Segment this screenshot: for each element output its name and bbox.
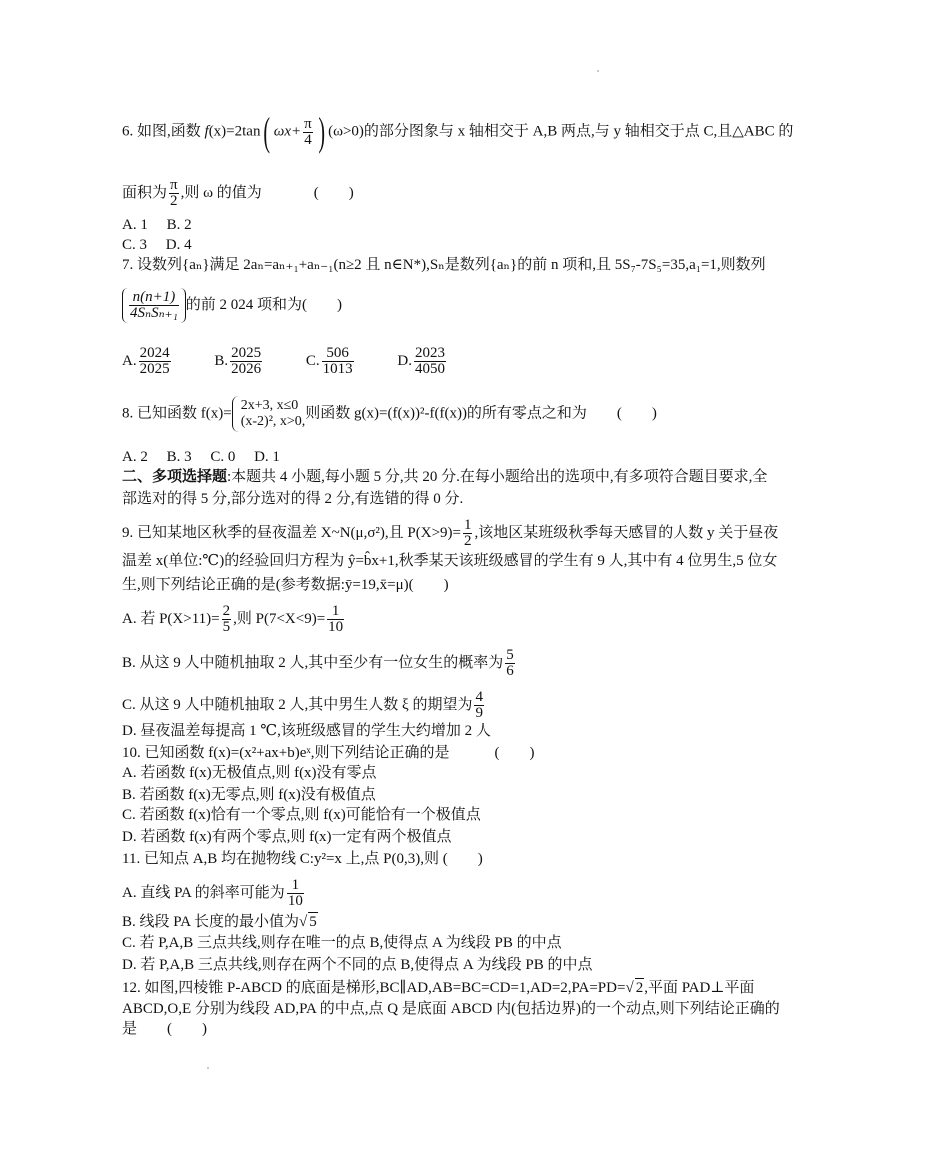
q10-option-b: B. 若函数 f(x)无零点,则 f(x)没有极值点 [122, 787, 376, 803]
q6-line1 [122, 109, 794, 154]
q9-opt-c-text: C. 从这 9 人中随机抽取 2 人,其中男生人数 ξ 的期望为 [122, 696, 473, 713]
q10-option-d: D. 若函数 f(x)有两个零点,则 f(x)一定有两个极值点 [122, 829, 452, 845]
q7-opt-a-label: A. [122, 352, 137, 369]
q9-opt-b-frac: $\frac{5}{6}$ [506, 647, 514, 679]
q11-opt-a-frac: $\frac{1}{10}$ [287, 877, 303, 909]
q7-opt-d: $\frac{2023}{4050}$ [414, 345, 445, 377]
q11-radicand: 5 [309, 914, 317, 930]
q9-line1 [122, 518, 778, 549]
q9-option-b [122, 648, 517, 679]
q11-option-a [122, 878, 306, 909]
q9-opt-a-text2: ,则 P(7<X<9)= [233, 610, 326, 627]
q8-options: A. 2 B. 3 C. 0 D. 1 [122, 449, 280, 465]
q6-arg: ωx+ [273, 123, 302, 140]
brace-icon [232, 396, 239, 432]
q8-case-1: 2x+3, x≤0 [240, 398, 299, 413]
q9-opt-c-frac: $\frac{4}{9}$ [475, 689, 483, 721]
q8-fx-text: 8. 已知函数 f(x)= [122, 405, 232, 422]
q12-line1 [122, 978, 754, 997]
q10-stem: 10. 已知函数 f(x)=(x²+ax+b)eˣ,则下列结论正确的是 ( ) [122, 745, 535, 761]
q6-text-a: 6. 如图,函数 [122, 123, 205, 140]
q9-opt-a-frac2: $\frac{1}{10}$ [328, 603, 344, 635]
q9-option-c [122, 690, 486, 721]
q6-answer-blank: ( ) [313, 184, 354, 201]
q9-half: $\frac{1}{2}$ [463, 517, 472, 549]
q9-option-d: D. 昼夜温差每提高 1 ℃,该班级感冒的学生大约增加 2 人 [122, 723, 491, 739]
q9-text-a: 9. 已知某地区秋季的昼夜温差 X~N(μ,σ²),且 P(X>9)= [122, 524, 461, 541]
q8-piecewise [241, 398, 306, 430]
q6-fx: f [204, 123, 209, 140]
q9-opt-a-frac1: $\frac{2}{5}$ [222, 603, 231, 635]
q6-area-text: 面积为 [122, 184, 168, 201]
sqrt-icon: √ [298, 914, 308, 930]
q12-line3: 是 ( ) [122, 1021, 207, 1037]
q8-g-text: 则函数 g(x)=(f(x))²-f(f(x))的所有零点之和为 ( ) [305, 405, 657, 422]
q6-pi-over-2: $\frac{\pi}{2}$ [170, 177, 178, 209]
scan-dot [597, 70, 599, 72]
section2-instructions: :本题共 4 小题,每小题 5 分,共 20 分.在每小题给出的选项中,有多项符合题目要求,全 [227, 469, 768, 485]
q7-opt-b: $\frac{2025}{2026}$ [231, 345, 262, 377]
sqrt-icon: √ [625, 980, 634, 996]
q10-option-a: A. 若函数 f(x)无极值点,则 f(x)没有零点 [122, 765, 377, 781]
q7-opt-b-label: B. [214, 352, 229, 369]
q11-opt-a-text: A. 直线 PA 的斜率可能为 [122, 884, 285, 901]
scan-dot [207, 1067, 209, 1069]
right-paren: ) [318, 109, 325, 154]
q11-option-d: D. 若 P,A,B 三点共线,则存在两个不同的点 B,使得点 A 为线段 PB 的中点 [122, 957, 593, 973]
q7-opt-c-label: C. [305, 352, 320, 369]
q7-sequence-term [122, 288, 186, 323]
section2-title: 二、多项选择题 [122, 469, 228, 485]
q7-frac: $\frac{n(n+1)}{\text{4SₙSₙ₊₁}}$ [130, 289, 178, 321]
section2-line2: 部选对的得 5 分,部分选对的得 2 分,有选错的得 0 分. [122, 491, 464, 507]
q9-opt-b-text: B. 从这 9 人中随机抽取 2 人,其中至少有一位女生的概率为 [122, 654, 504, 671]
q7-stem: 7. 设数列{aₙ}满足 2aₙ=aₙ₊₁+aₙ₋₁(n≥2 且 n∈N*),Sₙ是数列{aₙ}的前 n 项和,且 5S₇-7S₅=35,a₁=1,则数列 [122, 257, 766, 273]
q12-text-b: ,平面 PAD⊥平面 [644, 980, 755, 996]
q10-option-c: C. 若函数 f(x)恰有一个零点,则 f(x)可能恰有一个极值点 [122, 807, 481, 823]
q9-line3: 生,则下列结论正确的是(参考数据:ȳ=19,x̄=μ)( ) [122, 577, 449, 593]
q9-option-a [122, 604, 346, 635]
q12-text-a: 12. 如图,四棱锥 P-ABCD 的底面是梯形,BC∥AD,AB=BC=CD=1,AD=2,PA=PD= [122, 980, 626, 996]
q12-line2: ABCD,O,E 分别为线段 AD,PA 的中点,点 Q 是底面 ABCD 内(包括边界)的一个动点,则下列结论正确的 [122, 1001, 780, 1017]
section2-line1 [122, 468, 767, 486]
q12-radicand: 2 [635, 980, 644, 996]
q8-case-2: (x-2)², x>0, [240, 414, 306, 429]
q11-stem: 11. 已知点 A,B 均在抛物线 C:y²=x 上,点 P(0,3),则 ( ) [122, 851, 483, 867]
q7-line2 [122, 288, 342, 323]
q6-text-c: (ω>0)的部分图象与 x 轴相交于 A,B 两点,与 y 轴相交于点 C,且△ABC 的 [328, 123, 794, 140]
q7-sum-text: 的前 2 024 项和为( ) [185, 296, 343, 313]
left-paren: ( [263, 109, 271, 154]
q6-options-ab: A. 1 B. 2 [122, 217, 192, 233]
q9-line2: 温差 x(单位:℃)的经验回归方程为 ŷ=b̂x+1,秋季某天该班级感冒的学生有 9 人,其中有 4 位男生,5 位女 [122, 553, 778, 569]
q11-option-b [122, 912, 318, 931]
q6-omega-text: ,则 ω 的值为 [180, 184, 262, 201]
q7-opt-d-label: D. [397, 352, 412, 369]
q9-text-b: ,该地区某班级秋季每天感冒的人数 y 关于昼夜 [474, 524, 779, 541]
q6-text-b: (x)=2tan [208, 123, 261, 140]
q7-opt-a: $\frac{2024}{2025}$ [139, 345, 170, 377]
q11-opt-b-text: B. 线段 PA 长度的最小值为 [122, 914, 299, 930]
q8-stem [122, 396, 657, 432]
q7-options [122, 346, 448, 377]
q6-line2 [122, 178, 354, 209]
q6-options-cd: C. 3 D. 4 [122, 237, 192, 253]
q9-opt-a-text: A. 若 P(X>11)= [122, 610, 220, 627]
q7-opt-c: $\frac{506}{1013}$ [322, 345, 353, 377]
q6-pi-over-4: $\frac{\pi}{4}$ [304, 115, 312, 148]
q11-option-c: C. 若 P,A,B 三点共线,则存在唯一的点 B,使得点 A 为线段 PB 的中点 [122, 935, 562, 951]
